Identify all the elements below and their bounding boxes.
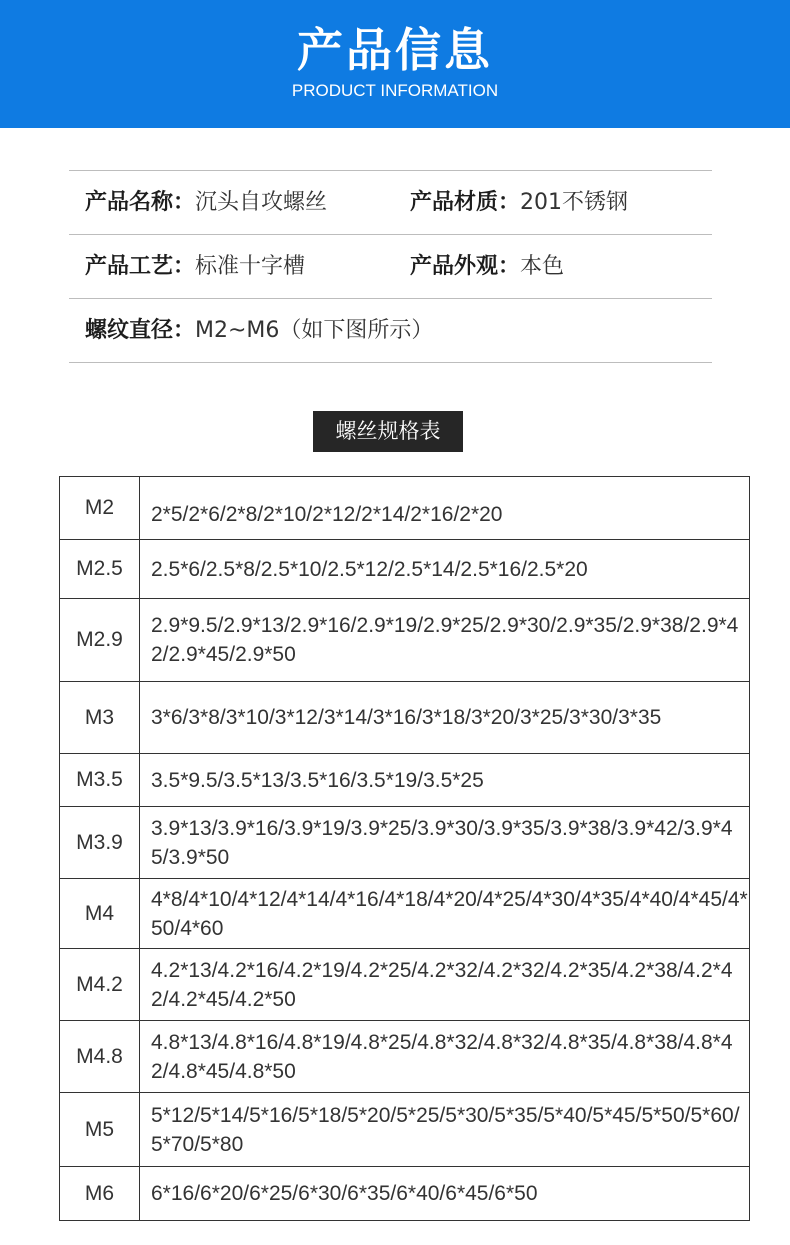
table-row [60,754,750,807]
table-row [60,540,750,599]
info-label: 产品工艺： [85,254,196,279]
size-cell: M2.9 [60,599,140,682]
info-value: 标准十字槽 [195,254,306,279]
info-item-material [410,171,628,234]
values-cell: 5*12/5*14/5*16/5*18/5*20/5*25/5*30/5*35/5*40/5*45/5*50/5*60/5*70/5*80 [140,1093,750,1167]
page-title: 产品信息 [297,23,493,77]
info-row [69,171,712,235]
table-row [60,1021,750,1093]
values-cell: 2.9*9.5/2.9*13/2.9*16/2.9*19/2.9*25/2.9*30/2.9*35/2.9*38/2.9*42/2.9*45/2.9*50 [140,599,750,682]
info-item-thread-diameter [85,299,433,362]
table-row [60,807,750,879]
spec-table [59,476,750,1221]
table-row [60,1093,750,1167]
size-cell: M4.2 [60,949,140,1021]
values-cell: 4*8/4*10/4*12/4*14/4*16/4*18/4*20/4*25/4*30/4*35/4*40/4*45/4*50/4*60 [140,879,750,949]
size-cell: M6 [60,1167,140,1221]
size-cell: M3.9 [60,807,140,879]
values-cell: 3*6/3*8/3*10/3*12/3*14/3*16/3*18/3*20/3*25/3*30/3*35 [140,682,750,754]
table-row [60,682,750,754]
info-label: 产品名称： [85,190,196,215]
info-value: 201不锈钢 [520,190,629,215]
size-cell: M5 [60,1093,140,1167]
values-cell: 3.9*13/3.9*16/3.9*19/3.9*25/3.9*30/3.9*35/3.9*38/3.9*42/3.9*45/3.9*50 [140,807,750,879]
size-cell: M2.5 [60,540,140,599]
info-label: 产品外观： [410,254,521,279]
info-value: 本色 [520,254,565,279]
info-item-product-name [85,171,327,234]
info-row [69,299,712,363]
values-cell: 2*5/2*6/2*8/2*10/2*12/2*14/2*16/2*20 [140,477,750,540]
table-row [60,1167,750,1221]
info-label: 螺纹直径： [85,318,196,343]
table-row [60,477,750,540]
section-title: 螺丝规格表 [313,411,463,452]
size-cell: M3.5 [60,754,140,807]
info-row [69,235,712,299]
values-cell: 2.5*6/2.5*8/2.5*10/2.5*12/2.5*14/2.5*16/2.5*20 [140,540,750,599]
size-cell: M4.8 [60,1021,140,1093]
info-value: 沉头自攻螺丝 [195,190,328,215]
info-value: M2~M6（如下图所示） [195,318,434,343]
product-info-list [69,170,712,363]
header-banner [0,0,790,128]
info-label: 产品材质： [410,190,521,215]
table-row [60,949,750,1021]
size-cell: M4 [60,879,140,949]
size-cell: M2 [60,477,140,540]
values-cell: 4.8*13/4.8*16/4.8*19/4.8*25/4.8*32/4.8*32/4.8*35/4.8*38/4.8*42/4.8*45/4.8*50 [140,1021,750,1093]
values-cell: 4.2*13/4.2*16/4.2*19/4.2*25/4.2*32/4.2*32/4.2*35/4.2*38/4.2*42/4.2*45/4.2*50 [140,949,750,1021]
table-row [60,879,750,949]
table-row [60,599,750,682]
info-item-appearance [410,235,564,298]
page-subtitle: PRODUCT INFORMATION [291,81,499,100]
info-item-process [85,235,305,298]
size-cell: M3 [60,682,140,754]
values-cell: 6*16/6*20/6*25/6*30/6*35/6*40/6*45/6*50 [140,1167,750,1221]
values-cell: 3.5*9.5/3.5*13/3.5*16/3.5*19/3.5*25 [140,754,750,807]
